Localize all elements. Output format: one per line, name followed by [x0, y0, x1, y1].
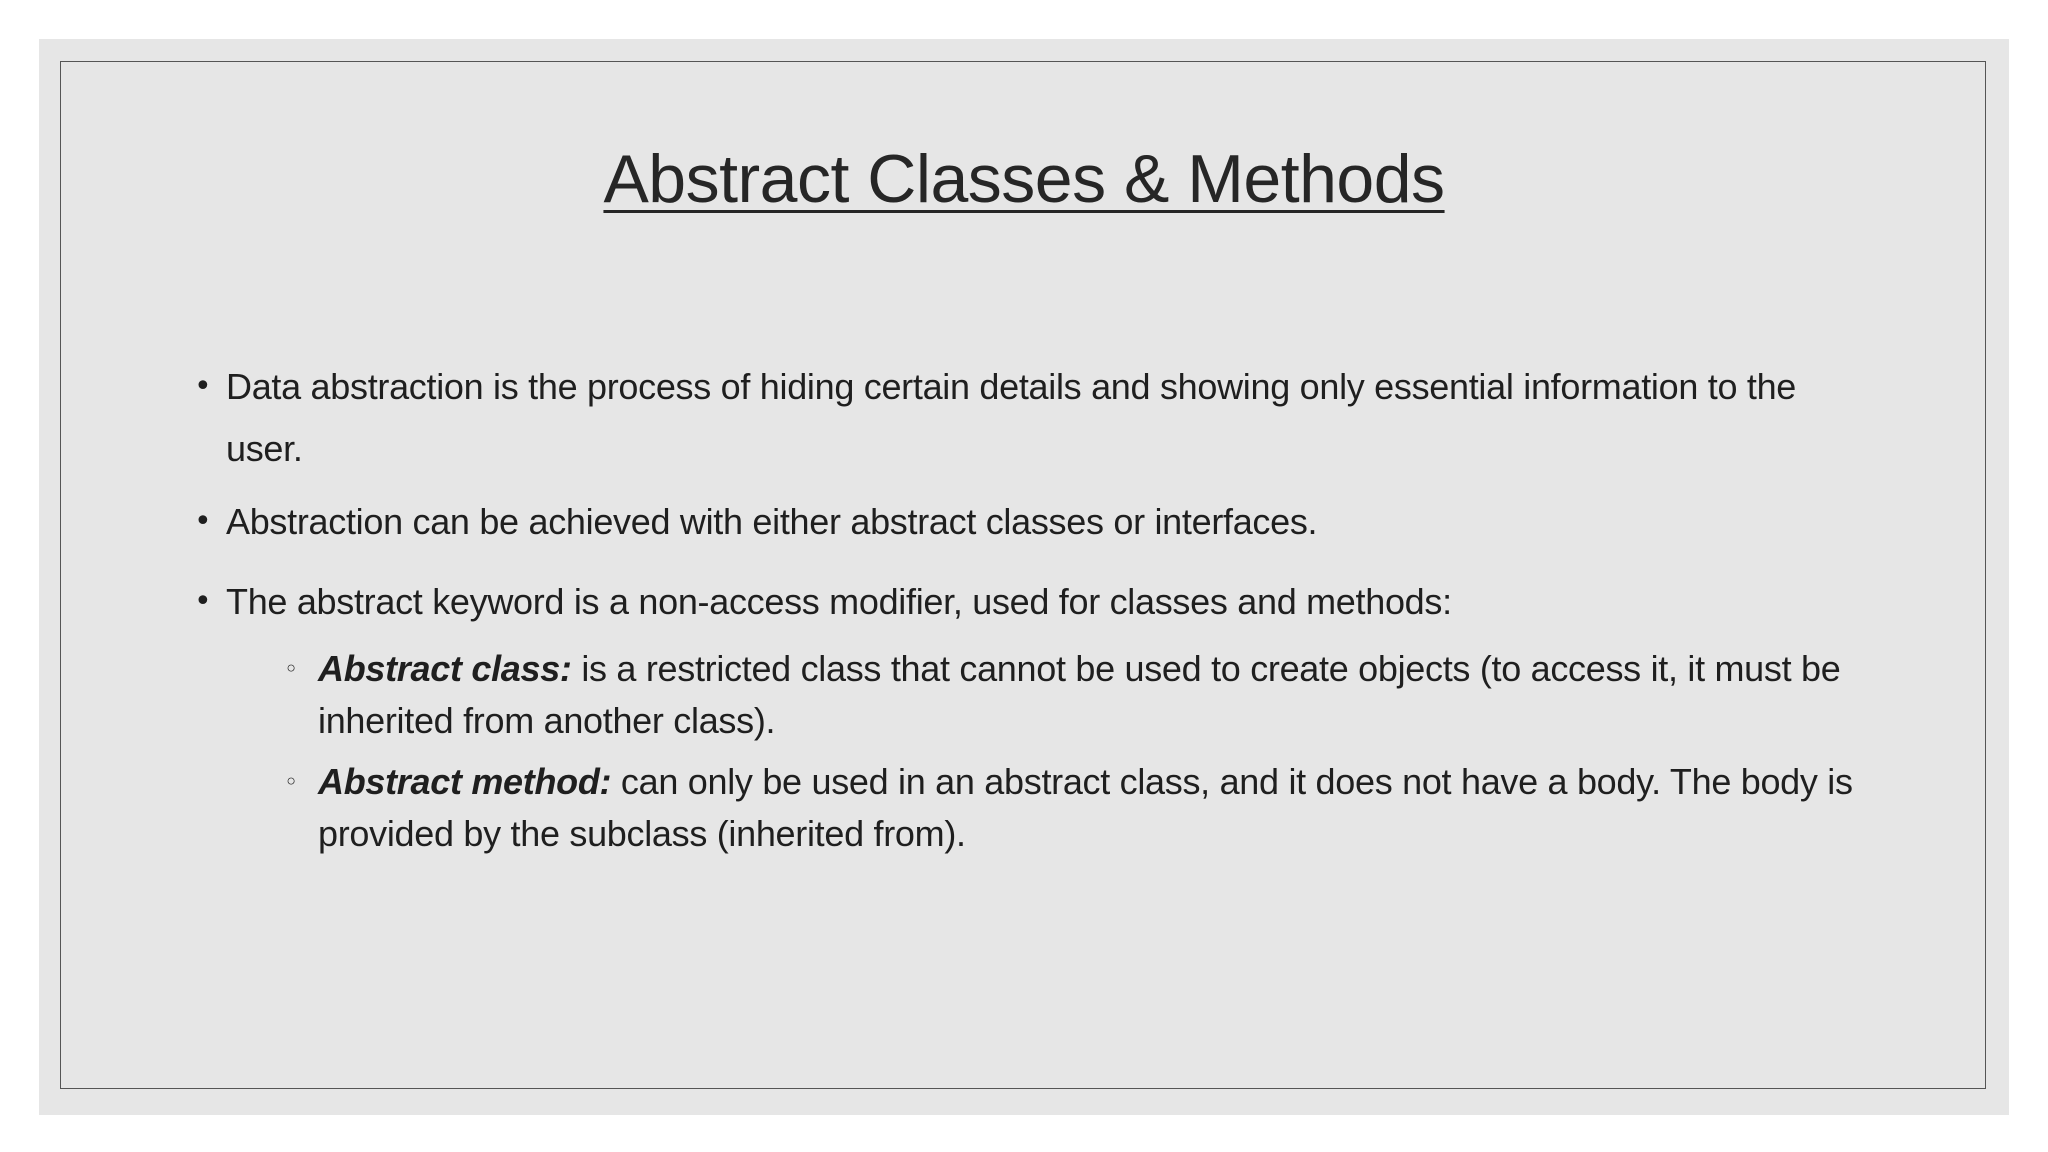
bullet-marker: • [194, 504, 212, 539]
bullet-item-data-abstraction: Data abstraction is the process of hiding certain details and showing only essential information to the user. [226, 366, 1797, 469]
definition-abstract-method: can only be used in an abstract class, and it does not have a body. The body is provided by the subclass (inherited from). [318, 761, 1853, 854]
slide-title [0, 140, 2048, 218]
term-abstract-class: Abstract class: [318, 648, 572, 689]
sub-bullet-item-abstract-method [318, 756, 1878, 860]
bullet-marker: • [194, 584, 212, 619]
slide-title-text: Abstract Classes & Methods [603, 141, 1445, 217]
sub-bullet-item-abstract-class [318, 643, 1878, 747]
bullet-item-abstract-keyword: The abstract keyword is a non-access modifier, used for classes and methods: [226, 581, 1452, 622]
sub-bullet-marker: ◦ [284, 655, 299, 683]
sub-bullet-marker: ◦ [284, 768, 299, 796]
definition-abstract-class: is a restricted class that cannot be used to create objects (to access it, it must be inherited from another class). [318, 648, 1841, 741]
term-abstract-method: Abstract method: [318, 761, 612, 802]
bullet-item-abstraction-methods: Abstraction can be achieved with either abstract classes or interfaces. [226, 501, 1318, 542]
bullet-marker: • [194, 369, 212, 404]
